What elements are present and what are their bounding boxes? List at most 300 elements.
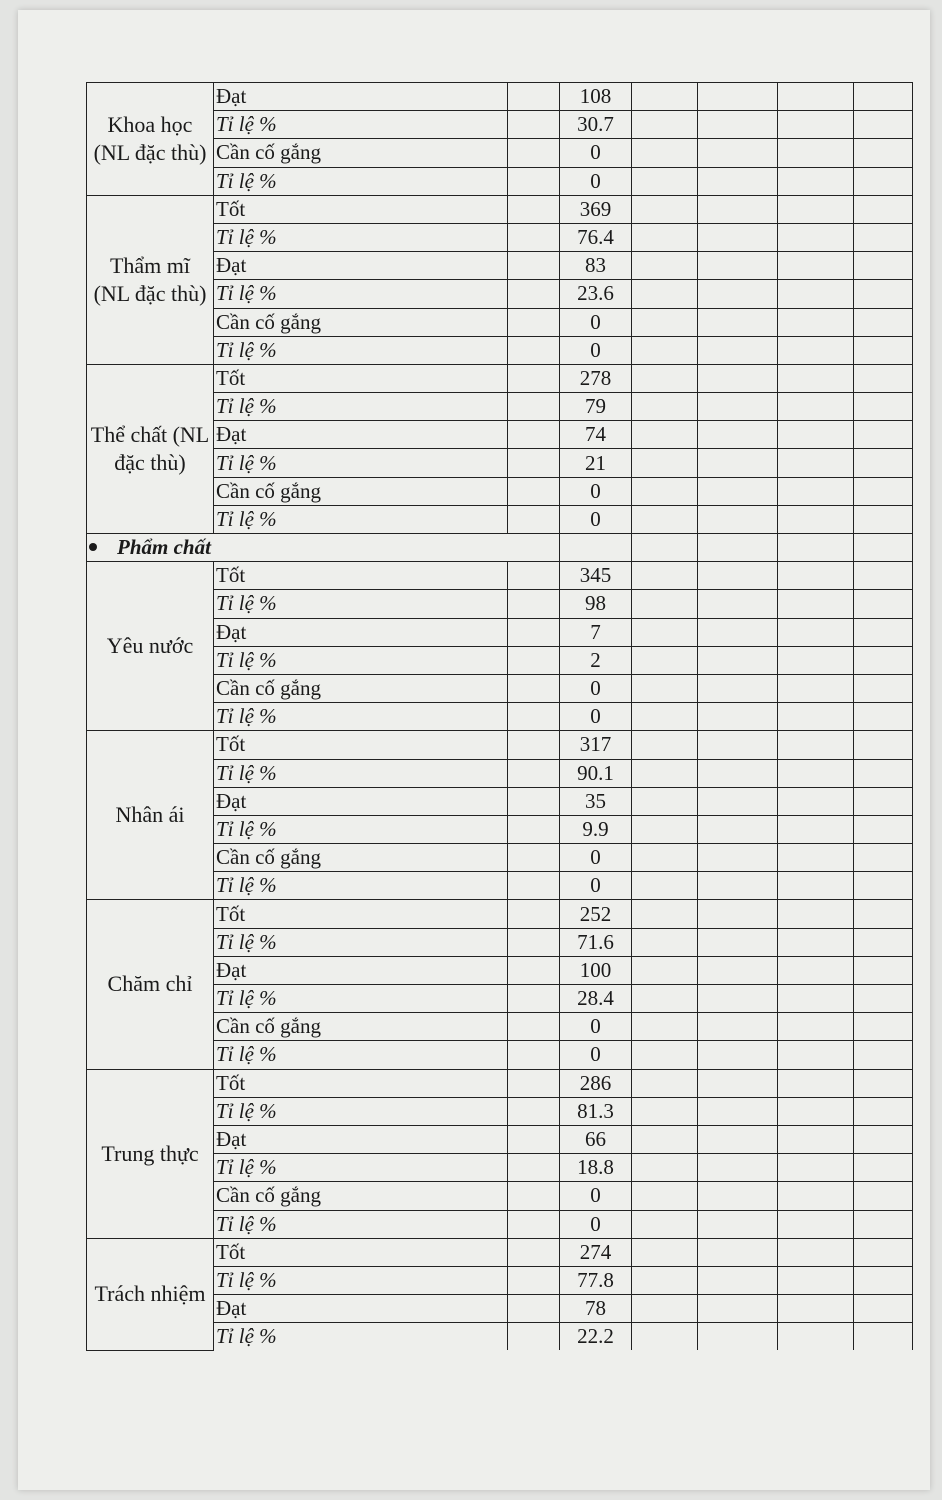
value-cell: 0 xyxy=(560,167,632,195)
empty-cell xyxy=(854,703,913,731)
empty-cell xyxy=(854,1125,913,1153)
empty-cell xyxy=(854,449,913,477)
empty-cell xyxy=(698,393,778,421)
empty-cell xyxy=(778,534,854,562)
empty-cell xyxy=(698,815,778,843)
empty-cell xyxy=(698,1323,778,1351)
group-label: Trung thực xyxy=(87,1069,214,1238)
section-heading xyxy=(87,534,560,562)
empty-cell xyxy=(632,308,698,336)
empty-cell xyxy=(508,1323,560,1351)
empty-cell xyxy=(508,590,560,618)
section-heading-text: Phẩm chất xyxy=(117,535,211,560)
empty-cell xyxy=(632,139,698,167)
empty-cell xyxy=(854,393,913,421)
empty-cell xyxy=(778,280,854,308)
empty-cell xyxy=(508,1266,560,1294)
empty-cell xyxy=(854,1323,913,1351)
empty-cell xyxy=(632,252,698,280)
empty-cell xyxy=(778,872,854,900)
empty-cell xyxy=(854,590,913,618)
criterion-cell: Tỉ lệ % xyxy=(214,280,508,308)
value-cell: 23.6 xyxy=(560,280,632,308)
criterion-cell: Tốt xyxy=(214,195,508,223)
empty-cell xyxy=(698,167,778,195)
value-cell: 35 xyxy=(560,787,632,815)
empty-cell xyxy=(698,477,778,505)
empty-cell xyxy=(854,1295,913,1323)
empty-cell xyxy=(698,590,778,618)
criterion-cell: Tỉ lệ % xyxy=(214,1266,508,1294)
empty-cell xyxy=(698,674,778,702)
empty-cell xyxy=(698,534,778,562)
empty-cell xyxy=(698,1013,778,1041)
empty-cell xyxy=(778,815,854,843)
empty-cell xyxy=(698,1295,778,1323)
empty-cell xyxy=(778,646,854,674)
value-cell: 0 xyxy=(560,1041,632,1069)
criterion-cell: Tỉ lệ % xyxy=(214,646,508,674)
document-page xyxy=(18,10,930,1490)
criterion-cell: Cần cố gắng xyxy=(214,139,508,167)
empty-cell xyxy=(508,308,560,336)
empty-cell xyxy=(778,956,854,984)
empty-cell xyxy=(778,364,854,392)
empty-cell xyxy=(632,956,698,984)
empty-cell xyxy=(632,872,698,900)
empty-cell xyxy=(508,872,560,900)
criterion-cell: Cần cố gắng xyxy=(214,308,508,336)
empty-cell xyxy=(632,477,698,505)
value-cell: 83 xyxy=(560,252,632,280)
group-label: Yêu nước xyxy=(87,562,214,731)
value-cell: 79 xyxy=(560,393,632,421)
empty-cell xyxy=(854,195,913,223)
empty-cell xyxy=(632,674,698,702)
empty-cell xyxy=(854,252,913,280)
empty-cell xyxy=(508,787,560,815)
empty-cell xyxy=(508,703,560,731)
empty-cell xyxy=(778,928,854,956)
criterion-cell: Tốt xyxy=(214,364,508,392)
value-cell: 0 xyxy=(560,872,632,900)
empty-cell xyxy=(508,1125,560,1153)
group-label: Chăm chỉ xyxy=(87,900,214,1069)
empty-cell xyxy=(854,336,913,364)
empty-cell xyxy=(778,703,854,731)
empty-cell xyxy=(508,167,560,195)
criterion-cell: Tỉ lệ % xyxy=(214,759,508,787)
empty-cell xyxy=(778,83,854,111)
empty-cell xyxy=(854,815,913,843)
empty-cell xyxy=(698,985,778,1013)
empty-cell xyxy=(632,1125,698,1153)
group-label: Nhân ái xyxy=(87,731,214,900)
value-cell: 21 xyxy=(560,449,632,477)
empty-cell xyxy=(632,280,698,308)
empty-cell xyxy=(778,985,854,1013)
empty-cell xyxy=(508,1041,560,1069)
criterion-cell: Tỉ lệ % xyxy=(214,1210,508,1238)
value-cell: 81.3 xyxy=(560,1097,632,1125)
criterion-cell: Tỉ lệ % xyxy=(214,393,508,421)
value-cell: 74 xyxy=(560,421,632,449)
empty-cell xyxy=(560,534,632,562)
empty-cell xyxy=(632,534,698,562)
value-cell: 274 xyxy=(560,1238,632,1266)
empty-cell xyxy=(778,167,854,195)
empty-cell xyxy=(632,618,698,646)
empty-cell xyxy=(698,928,778,956)
empty-cell xyxy=(508,393,560,421)
value-cell: 7 xyxy=(560,618,632,646)
value-cell: 66 xyxy=(560,1125,632,1153)
empty-cell xyxy=(854,646,913,674)
empty-cell xyxy=(508,1182,560,1210)
empty-cell xyxy=(508,505,560,533)
empty-cell xyxy=(508,139,560,167)
empty-cell xyxy=(854,505,913,533)
empty-cell xyxy=(854,985,913,1013)
empty-cell xyxy=(508,83,560,111)
empty-cell xyxy=(854,787,913,815)
criterion-cell: Tỉ lệ % xyxy=(214,1041,508,1069)
empty-cell xyxy=(698,83,778,111)
table-row xyxy=(87,1238,913,1266)
table-row xyxy=(87,562,913,590)
empty-cell xyxy=(698,900,778,928)
empty-cell xyxy=(698,421,778,449)
empty-cell xyxy=(632,195,698,223)
empty-cell xyxy=(508,195,560,223)
value-cell: 78 xyxy=(560,1295,632,1323)
criterion-cell: Đạt xyxy=(214,252,508,280)
criterion-cell: Tỉ lệ % xyxy=(214,1154,508,1182)
empty-cell xyxy=(778,731,854,759)
criterion-cell: Đạt xyxy=(214,83,508,111)
empty-cell xyxy=(508,674,560,702)
empty-cell xyxy=(698,1097,778,1125)
table-row xyxy=(87,1069,913,1097)
group-label: Khoa học (NL đặc thù) xyxy=(87,83,214,196)
empty-cell xyxy=(698,195,778,223)
empty-cell xyxy=(508,111,560,139)
empty-cell xyxy=(698,223,778,251)
bullet-icon xyxy=(89,543,97,551)
empty-cell xyxy=(698,1266,778,1294)
empty-cell xyxy=(854,618,913,646)
empty-cell xyxy=(632,703,698,731)
empty-cell xyxy=(778,477,854,505)
empty-cell xyxy=(854,844,913,872)
empty-cell xyxy=(778,1097,854,1125)
empty-cell xyxy=(508,1069,560,1097)
value-cell: 278 xyxy=(560,364,632,392)
empty-cell xyxy=(854,674,913,702)
empty-cell xyxy=(698,139,778,167)
value-cell: 9.9 xyxy=(560,815,632,843)
value-cell: 0 xyxy=(560,703,632,731)
value-cell: 252 xyxy=(560,900,632,928)
empty-cell xyxy=(508,562,560,590)
empty-cell xyxy=(854,1238,913,1266)
criterion-cell: Tỉ lệ % xyxy=(214,872,508,900)
empty-cell xyxy=(508,759,560,787)
empty-cell xyxy=(778,449,854,477)
empty-cell xyxy=(778,1069,854,1097)
criterion-cell: Tỉ lệ % xyxy=(214,111,508,139)
value-cell: 2 xyxy=(560,646,632,674)
empty-cell xyxy=(778,674,854,702)
empty-cell xyxy=(698,1125,778,1153)
empty-cell xyxy=(778,618,854,646)
criterion-cell: Tỉ lệ % xyxy=(214,590,508,618)
empty-cell xyxy=(854,562,913,590)
table-row xyxy=(87,364,913,392)
criterion-cell: Đạt xyxy=(214,1295,508,1323)
empty-cell xyxy=(854,111,913,139)
criterion-cell: Tỉ lệ % xyxy=(214,167,508,195)
empty-cell xyxy=(508,618,560,646)
empty-cell xyxy=(778,1182,854,1210)
empty-cell xyxy=(854,139,913,167)
empty-cell xyxy=(698,787,778,815)
empty-cell xyxy=(632,590,698,618)
empty-cell xyxy=(854,477,913,505)
criterion-cell: Tỉ lệ % xyxy=(214,1323,508,1351)
empty-cell xyxy=(632,1266,698,1294)
criterion-cell: Tỉ lệ % xyxy=(214,928,508,956)
criterion-cell: Đạt xyxy=(214,421,508,449)
criterion-cell: Tỉ lệ % xyxy=(214,449,508,477)
group-label: Trách nhiệm xyxy=(87,1238,214,1350)
empty-cell xyxy=(854,1041,913,1069)
empty-cell xyxy=(854,1013,913,1041)
empty-cell xyxy=(778,139,854,167)
empty-cell xyxy=(698,1238,778,1266)
criterion-cell: Tỉ lệ % xyxy=(214,336,508,364)
value-cell: 0 xyxy=(560,1210,632,1238)
criterion-cell: Tỉ lệ % xyxy=(214,703,508,731)
empty-cell xyxy=(854,1154,913,1182)
empty-cell xyxy=(632,1069,698,1097)
value-cell: 286 xyxy=(560,1069,632,1097)
empty-cell xyxy=(854,534,913,562)
empty-cell xyxy=(508,336,560,364)
empty-cell xyxy=(508,223,560,251)
empty-cell xyxy=(698,1210,778,1238)
empty-cell xyxy=(778,562,854,590)
empty-cell xyxy=(698,703,778,731)
empty-cell xyxy=(698,731,778,759)
empty-cell xyxy=(698,280,778,308)
value-cell: 0 xyxy=(560,308,632,336)
empty-cell xyxy=(632,1295,698,1323)
criterion-cell: Tốt xyxy=(214,562,508,590)
group-label: Thể chất (NL đặc thù) xyxy=(87,364,214,533)
empty-cell xyxy=(698,505,778,533)
empty-cell xyxy=(508,1210,560,1238)
empty-cell xyxy=(632,1097,698,1125)
empty-cell xyxy=(854,928,913,956)
criterion-cell: Đạt xyxy=(214,787,508,815)
criterion-cell: Tốt xyxy=(214,731,508,759)
empty-cell xyxy=(508,1154,560,1182)
empty-cell xyxy=(778,1013,854,1041)
criterion-cell: Cần cố gắng xyxy=(214,1013,508,1041)
value-cell: 0 xyxy=(560,1013,632,1041)
criterion-cell: Tỉ lệ % xyxy=(214,815,508,843)
table-row xyxy=(87,83,913,111)
empty-cell xyxy=(508,900,560,928)
empty-cell xyxy=(632,1210,698,1238)
table-row xyxy=(87,195,913,223)
value-cell: 0 xyxy=(560,139,632,167)
empty-cell xyxy=(508,449,560,477)
empty-cell xyxy=(632,985,698,1013)
empty-cell xyxy=(508,985,560,1013)
empty-cell xyxy=(854,308,913,336)
empty-cell xyxy=(698,308,778,336)
empty-cell xyxy=(778,1238,854,1266)
criterion-cell: Tốt xyxy=(214,1238,508,1266)
empty-cell xyxy=(778,1323,854,1351)
criterion-cell: Đạt xyxy=(214,618,508,646)
empty-cell xyxy=(698,618,778,646)
empty-cell xyxy=(854,759,913,787)
criterion-cell: Tốt xyxy=(214,1069,508,1097)
empty-cell xyxy=(632,1013,698,1041)
empty-cell xyxy=(698,336,778,364)
empty-cell xyxy=(632,364,698,392)
empty-cell xyxy=(698,956,778,984)
empty-cell xyxy=(854,1097,913,1125)
empty-cell xyxy=(778,900,854,928)
empty-cell xyxy=(778,1125,854,1153)
empty-cell xyxy=(778,1210,854,1238)
value-cell: 30.7 xyxy=(560,111,632,139)
value-cell: 108 xyxy=(560,83,632,111)
empty-cell xyxy=(632,787,698,815)
empty-cell xyxy=(632,1182,698,1210)
value-cell: 71.6 xyxy=(560,928,632,956)
empty-cell xyxy=(508,646,560,674)
empty-cell xyxy=(698,759,778,787)
empty-cell xyxy=(632,900,698,928)
empty-cell xyxy=(508,1295,560,1323)
empty-cell xyxy=(632,1323,698,1351)
empty-cell xyxy=(854,731,913,759)
empty-cell xyxy=(778,1041,854,1069)
empty-cell xyxy=(508,1238,560,1266)
evaluation-table xyxy=(86,82,913,1351)
value-cell: 317 xyxy=(560,731,632,759)
value-cell: 369 xyxy=(560,195,632,223)
value-cell: 0 xyxy=(560,844,632,872)
empty-cell xyxy=(778,223,854,251)
criterion-cell: Cần cố gắng xyxy=(214,844,508,872)
empty-cell xyxy=(778,759,854,787)
empty-cell xyxy=(508,477,560,505)
empty-cell xyxy=(698,562,778,590)
empty-cell xyxy=(778,195,854,223)
empty-cell xyxy=(698,872,778,900)
criterion-cell: Tỉ lệ % xyxy=(214,1097,508,1125)
empty-cell xyxy=(778,111,854,139)
empty-cell xyxy=(854,280,913,308)
value-cell: 98 xyxy=(560,590,632,618)
empty-cell xyxy=(854,1266,913,1294)
table-row xyxy=(87,900,913,928)
empty-cell xyxy=(698,364,778,392)
criterion-cell: Đạt xyxy=(214,1125,508,1153)
criterion-cell: Đạt xyxy=(214,956,508,984)
empty-cell xyxy=(778,505,854,533)
value-cell: 0 xyxy=(560,336,632,364)
empty-cell xyxy=(632,505,698,533)
empty-cell xyxy=(854,83,913,111)
empty-cell xyxy=(508,815,560,843)
group-label: Thẩm mĩ (NL đặc thù) xyxy=(87,195,214,364)
empty-cell xyxy=(632,928,698,956)
value-cell: 77.8 xyxy=(560,1266,632,1294)
empty-cell xyxy=(508,731,560,759)
empty-cell xyxy=(854,223,913,251)
empty-cell xyxy=(632,393,698,421)
empty-cell xyxy=(854,956,913,984)
value-cell: 0 xyxy=(560,477,632,505)
empty-cell xyxy=(778,421,854,449)
empty-cell xyxy=(778,1154,854,1182)
empty-cell xyxy=(632,223,698,251)
empty-cell xyxy=(632,111,698,139)
empty-cell xyxy=(508,280,560,308)
empty-cell xyxy=(698,844,778,872)
criterion-cell: Tốt xyxy=(214,900,508,928)
empty-cell xyxy=(854,1182,913,1210)
criterion-cell: Cần cố gắng xyxy=(214,1182,508,1210)
empty-cell xyxy=(854,1210,913,1238)
empty-cell xyxy=(778,1295,854,1323)
empty-cell xyxy=(508,844,560,872)
empty-cell xyxy=(632,646,698,674)
empty-cell xyxy=(778,844,854,872)
empty-cell xyxy=(854,1069,913,1097)
empty-cell xyxy=(698,1069,778,1097)
value-cell: 18.8 xyxy=(560,1154,632,1182)
empty-cell xyxy=(508,364,560,392)
empty-cell xyxy=(632,336,698,364)
empty-cell xyxy=(632,449,698,477)
value-cell: 0 xyxy=(560,505,632,533)
value-cell: 0 xyxy=(560,674,632,702)
empty-cell xyxy=(632,421,698,449)
empty-cell xyxy=(854,364,913,392)
empty-cell xyxy=(632,83,698,111)
section-row xyxy=(87,534,913,562)
empty-cell xyxy=(698,252,778,280)
table-row xyxy=(87,731,913,759)
empty-cell xyxy=(854,167,913,195)
empty-cell xyxy=(632,562,698,590)
empty-cell xyxy=(632,759,698,787)
empty-cell xyxy=(698,646,778,674)
value-cell: 76.4 xyxy=(560,223,632,251)
criterion-cell: Cần cố gắng xyxy=(214,674,508,702)
value-cell: 0 xyxy=(560,1182,632,1210)
value-cell: 100 xyxy=(560,956,632,984)
empty-cell xyxy=(854,872,913,900)
